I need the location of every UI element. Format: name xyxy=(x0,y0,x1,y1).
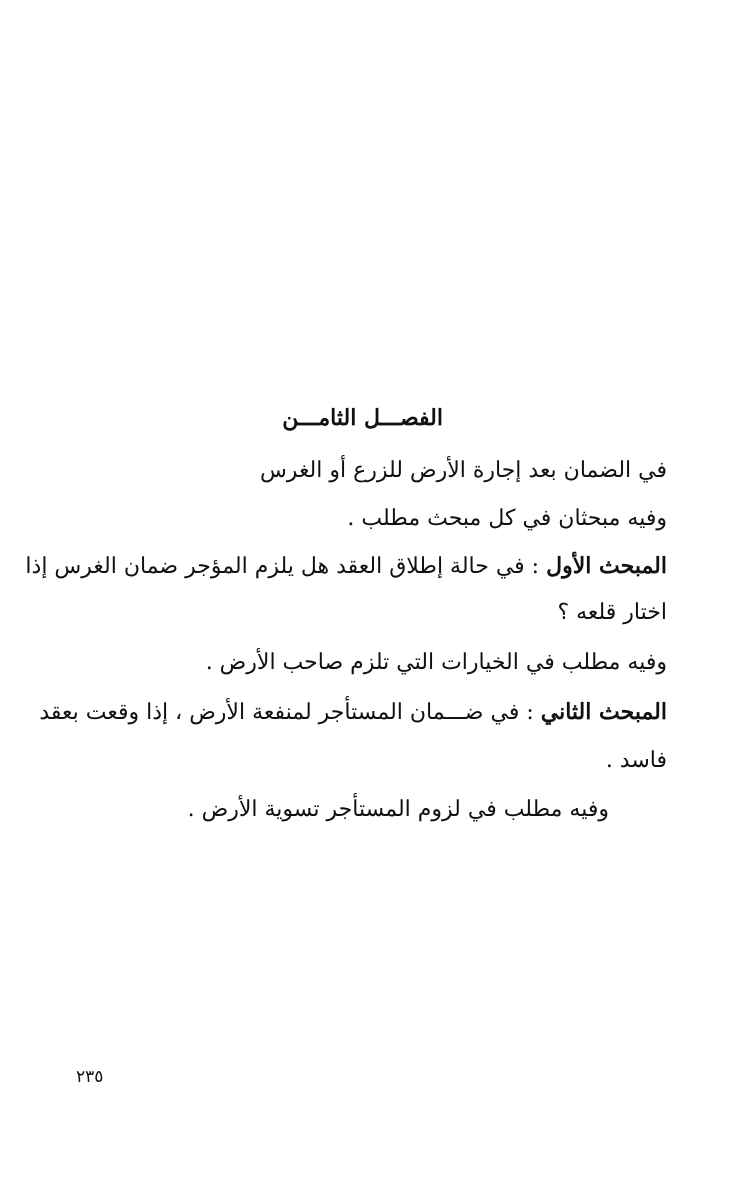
section2-text-line2: فاسد . xyxy=(605,748,667,773)
chapter-intro: وفيه مبحثان في كل مبحث مطلب . xyxy=(347,506,667,531)
section2-text-line1: : في ضـــمان المستأجر لمنفعة الأرض ، إذا وقعت بعقد xyxy=(39,700,541,725)
chapter-title: الفصـــل الثامـــن xyxy=(282,405,443,431)
section1-text-line2: اختار قلعه ؟ xyxy=(557,600,667,625)
section2-line1 xyxy=(39,697,667,728)
chapter-subtitle: في الضمان بعد إجارة الأرض للزرع أو الغرس xyxy=(259,458,667,483)
section1-note: وفيه مطلب في الخيارات التي تلزم صاحب الأرض . xyxy=(205,650,667,675)
page-number: ٢٣٥ xyxy=(76,1067,104,1087)
section1-line1 xyxy=(25,551,667,582)
section1-heading: المبحث الأول xyxy=(546,553,667,579)
section1-text-line1: : في حالة إطلاق العقد هل يلزم المؤجر ضمان الغرس إذا xyxy=(25,554,547,579)
section2-note: وفيه مطلب في لزوم المستأجر تسوية الأرض . xyxy=(187,797,609,822)
section2-heading: المبحث الثاني xyxy=(540,699,667,725)
